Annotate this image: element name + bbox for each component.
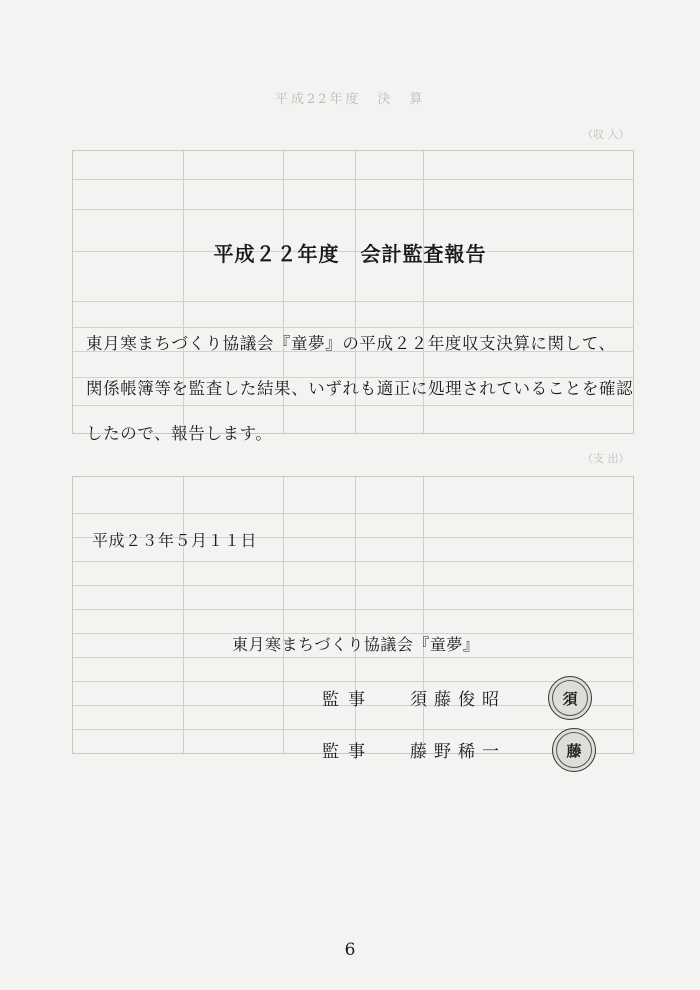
report-body-line: したので、報告します。 (86, 424, 273, 443)
show-through-label: （収 入） (582, 128, 630, 141)
organization-name: 東月寒まちづくり協議会『童夢』 (232, 635, 480, 654)
auditor-label: 監事 (322, 742, 374, 762)
report-body-line: 関係帳簿等を監査した結果、いずれも適正に処理されていることを確認 (86, 379, 634, 398)
seal-stamp-icon (548, 676, 592, 720)
seal-stamp-icon (552, 728, 596, 772)
show-through-table (72, 476, 634, 754)
report-title: 平成２２年度 会計監査報告 (213, 242, 487, 266)
auditor-label: 監事 (322, 690, 374, 710)
auditor-name: 藤野稀一 (410, 742, 506, 762)
auditor-name: 須藤俊昭 (410, 690, 506, 710)
show-through-label: （支 出） (582, 452, 630, 465)
report-body-line: 東月寒まちづくり協議会『童夢』の平成２２年度収支決算に関して、 (86, 334, 616, 353)
show-through-title: 平成22年度 決 算 (275, 92, 426, 107)
seal-character: 須 (562, 689, 578, 708)
report-date: 平成２３年５月１１日 (92, 531, 258, 550)
seal-character: 藤 (566, 741, 582, 760)
page-number: 6 (344, 940, 356, 960)
